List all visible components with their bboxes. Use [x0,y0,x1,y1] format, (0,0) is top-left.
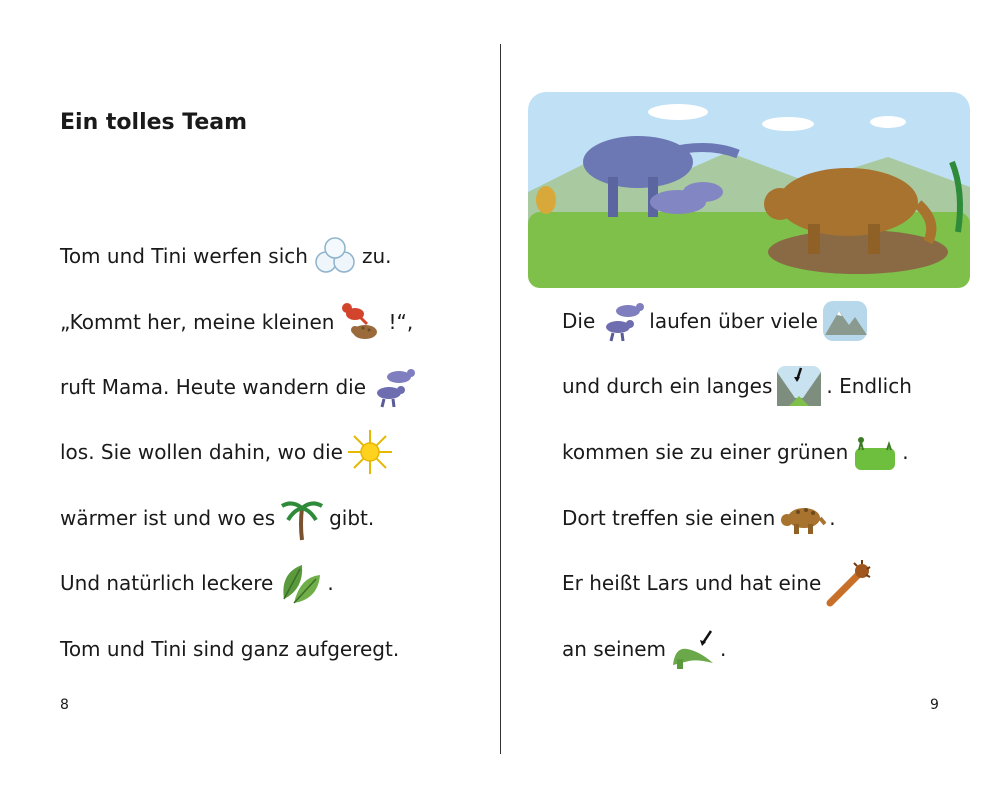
text-line [562,494,836,542]
page-number: 8 [60,697,69,713]
line-text: Tom und Tini sind ganz aufgeregt. [60,637,400,661]
text-line [60,494,374,542]
line-text: los. Sie wollen dahin, wo die [60,440,343,464]
page-number: 9 [930,697,939,713]
text-line [562,362,912,410]
ankylosaurus-icon [778,494,826,542]
sun-icon [346,428,394,476]
page-title: Ein tolles Team [60,110,248,135]
valley-icon [775,362,823,410]
line-text: . [327,571,334,595]
text-line [60,625,399,673]
line-text: zu. [361,244,392,268]
line-text: und durch ein langes [562,374,773,398]
line-text: ruft Mama. Heute wandern die [60,375,367,399]
line-text: . [720,637,727,661]
line-text: „Kommt her, meine kleinen [60,310,335,334]
dinosaur-landscape-illustration [528,92,970,288]
line-text: Tom und Tini werfen sich [60,244,308,268]
mountains-icon [821,297,869,345]
text-line [562,559,875,607]
line-text: wärmer ist und wo es [60,506,276,530]
dino-pair-icon [369,363,417,411]
page-divider [500,44,501,754]
line-text: Er heißt Lars und hat eine [562,571,822,595]
leaves-icon [276,559,324,607]
snowballs-icon [311,232,359,280]
line-text: . Endlich [826,374,912,398]
meadow-icon [851,428,899,476]
text-line [60,559,334,607]
line-text: gibt. [329,506,375,530]
line-text: Dort treffen sie einen [562,506,776,530]
line-text: !“, [388,310,414,334]
line-text: kommen sie zu einer grünen [562,440,849,464]
baby-dinos-icon [337,298,385,346]
text-line [60,298,413,346]
palm-tree-icon [278,494,326,542]
text-line [60,363,420,411]
text-line [60,428,397,476]
text-line [60,232,392,280]
line-text: an seinem [562,637,667,661]
dino-tail-icon [669,625,717,673]
line-text: laufen über viele [649,309,818,333]
line-text: . [902,440,909,464]
line-text: Und natürlich leckere [60,571,274,595]
text-line [562,428,909,476]
line-text: Die [562,309,596,333]
spiked-club-icon [824,559,872,607]
text-line [562,297,872,345]
dino-pair-icon [598,297,646,345]
line-text: . [829,506,836,530]
text-line [562,625,726,673]
